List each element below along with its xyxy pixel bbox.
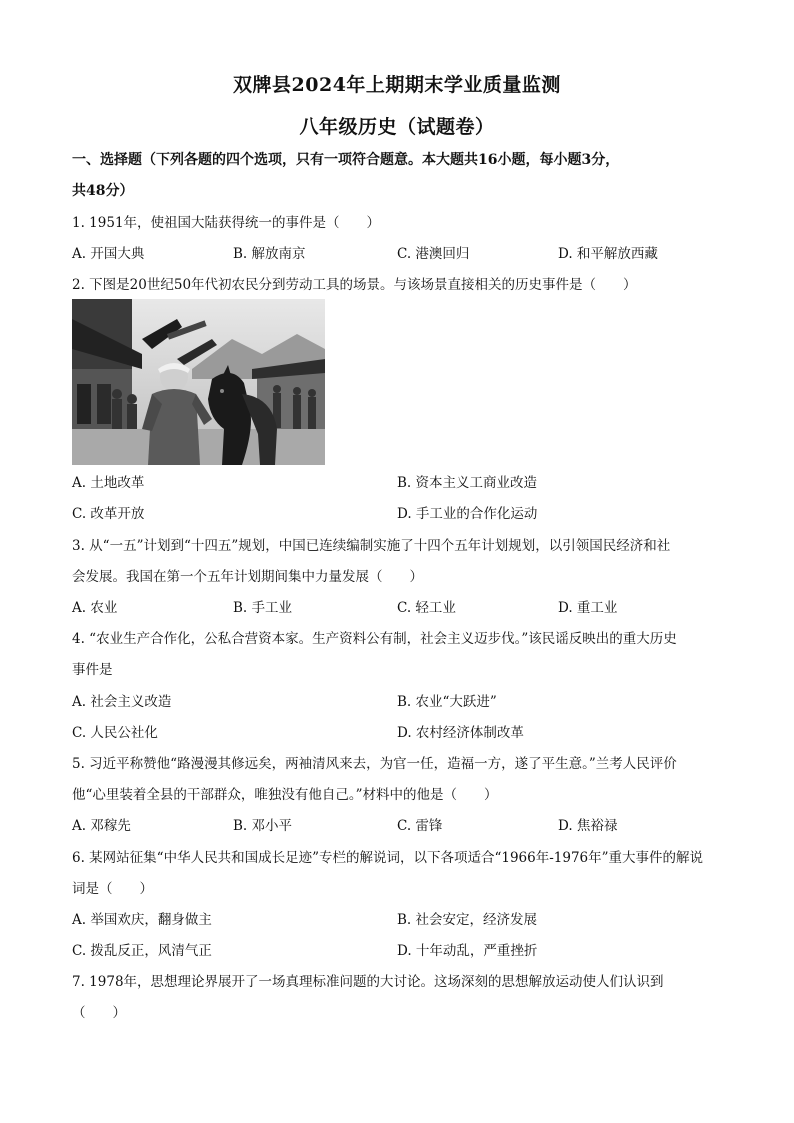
question-4-stem-line1: 4. “农业生产合作化，公私合营资本家。生产资料公有制，社会主义迈步伐。”该民谣反映出的重大历史 (72, 631, 677, 647)
q1-option-d: D. 和平解放西藏 (558, 246, 658, 262)
question-2-stem: 2. 下图是20世纪50年代初农民分到劳动工具的场景。与该场景直接相关的历史事件是（ ） (72, 277, 637, 293)
q2-option-d: D. 手工业的合作化运动 (397, 506, 538, 522)
farmer-with-horse-photo (72, 299, 325, 465)
section-heading-line1: 一、选择题（下列各题的四个选项，只有一项符合题意。本大题共16小题，每小题3分， (72, 152, 620, 168)
question-7-stem-line1: 7. 1978年，思想理论界展开了一场真理标准问题的大讨论。这场深刻的思想解放运动使人们认识到 (72, 974, 664, 990)
section-heading-line2: 共48分） (72, 183, 134, 199)
q4-option-d: D. 农村经济体制改革 (397, 725, 524, 741)
q5-option-a: A. 邓稼先 (72, 818, 131, 834)
q4-option-a: A. 社会主义改造 (72, 694, 172, 710)
exam-subtitle: 八年级历史（试题卷） (299, 116, 495, 138)
question-5-stem-line1: 5. 习近平称赞他“路漫漫其修远矣，两袖清风来去，为官一任，造福一方，遂了平生意。”兰考人民评价 (72, 756, 677, 772)
question-3-stem-line2: 会发展。我国在第一个五年计划期间集中力量发展（ ） (72, 569, 423, 585)
q6-option-b: B. 社会安定，经济发展 (397, 912, 538, 928)
q3-option-a: A. 农业 (72, 600, 118, 616)
q2-option-a: A. 土地改革 (72, 475, 145, 491)
q5-option-d: D. 焦裕禄 (558, 818, 618, 834)
question-6-stem-line1: 6. 某网站征集“中华人民共和国成长足迹”专栏的解说词，以下各项适合“1966年-1976年”重大事件的解说 (72, 850, 704, 866)
question-7-stem-line2: （ ） (72, 1005, 126, 1021)
question-3-stem-line1: 3. 从“一五”计划到“十四五”规划，中国已连续编制实施了十四个五年计划规划，以引领国民经济和社 (72, 538, 671, 554)
question-5-stem-line2: 他“心里装着全县的干部群众，唯独没有他自己。”材料中的他是（ ） (72, 787, 498, 803)
q3-option-c: C. 轻工业 (397, 600, 456, 616)
q6-option-a: A. 举国欢庆，翻身做主 (72, 912, 212, 928)
q1-option-c: C. 港澳回归 (397, 246, 470, 262)
question-4-stem-line2: 事件是 (72, 662, 113, 678)
q1-option-b: B. 解放南京 (233, 246, 306, 262)
q6-option-c: C. 拨乱反正，风清气正 (72, 943, 212, 959)
q5-option-c: C. 雷锋 (397, 818, 443, 834)
q4-option-c: C. 人民公社化 (72, 725, 158, 741)
q4-option-b: B. 农业“大跃进” (397, 694, 497, 710)
exam-title: 双牌县2024年上期期末学业质量监测 (233, 74, 561, 96)
q1-option-a: A. 开国大典 (72, 246, 145, 262)
q2-option-c: C. 改革开放 (72, 506, 145, 522)
q3-option-d: D. 重工业 (558, 600, 618, 616)
question-6-stem-line2: 词是（ ） (72, 881, 153, 897)
q6-option-d: D. 十年动乱，严重挫折 (397, 943, 538, 959)
q3-option-b: B. 手工业 (233, 600, 293, 616)
q5-option-b: B. 邓小平 (233, 818, 293, 834)
q2-option-b: B. 资本主义工商业改造 (397, 475, 538, 491)
question-1-stem: 1. 1951年，使祖国大陆获得统一的事件是（ ） (72, 215, 381, 231)
